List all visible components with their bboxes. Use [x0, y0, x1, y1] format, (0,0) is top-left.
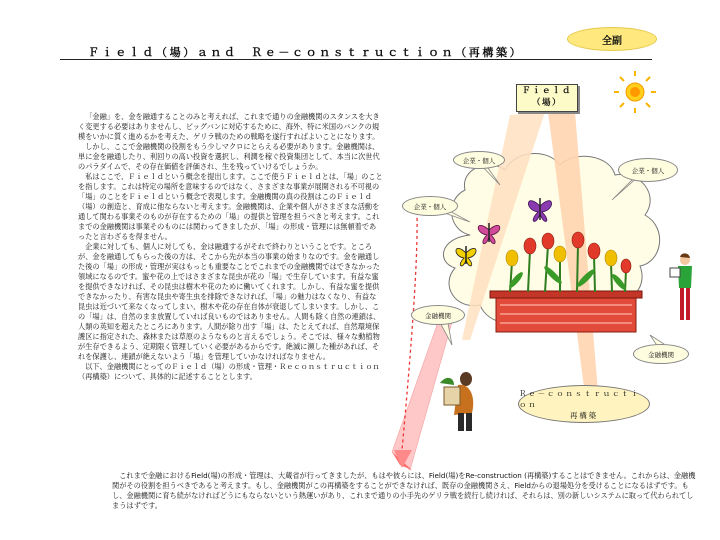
body-paragraph: 企業に対しても、個人に対しても、金は融通するがそれで終わりということです。ところが、金を融通してもらった後の方は、そこから先が本当の事業の始まりなのです。金を融通した後の「場」の形成・管理が実はもっとも重要なことでこれまでの金融機関ではできなかった領域になるのです。蜜や花の上ではさまざまな昆虫が花の「場」で生存しています。有益な蜜を提供できなければ、その昆虫は樹木や花のために働いてくれます。しかし、有益な蜜を提供できなかったり、有害な昆虫や寄生虫を排除できなければ、「場」の魅力はなくなり、有益な昆虫は近づいて来なくなってしまい、樹木や花の存在自体が衰退してしまいます。しかし、この「場」は、自然のまま放置していれば良いものではありません。人間も除く自然の連鎖は、人類の英知を超えたところにあります。人間が除り出す「場」は、たとえてれば、自然環境保護区に指定された、森林または草原のようなものと言えるでしょう。そこでは、様々な動植物が生存できるよう、定期限く管理していく必要があるからです。絶滅に瀕した種があれば、それを保護し、連鎖が絶えないよう「場」を管理していかなければなりません。 [78, 242, 381, 361]
field-label-line2: （場） [531, 98, 562, 108]
sun-icon [614, 71, 656, 113]
bubble-label: 金融機関 [648, 350, 674, 359]
footer-paragraph: これまで金融におけるField(場)の形成・管理は、大蔵省が行ってきましたが、もはや彼らには、Field(場)をRe-construction (再構築)することはできません。これからは、金融機関がその役割を担うべきであると考えます。もし、金融機関がこの再構築をすることができなければ、既存の金融機関さえ、Fieldからの退場処分を受けることになるはずです。もし、金融機関に育ち続がなければどうにもならないという熱運いがあり、これまで通りの小手先のゲリラ戦を続行し続ければ、それらは、別の新しいシステムに取って代わられてしまうはずです。 [112, 471, 696, 510]
badge-label: 全副 [602, 35, 622, 47]
bubble-label: 企業・個人 [462, 156, 496, 165]
reconstruction-label: Ｒｅ－ｃｏｎｓｔｒｕｃｔｉｏｎ [519, 388, 640, 409]
bubble-financial-institution-1 [411, 305, 465, 325]
bubble-company-individual-2 [618, 158, 678, 182]
footer-text [112, 471, 697, 511]
body-paragraph: 以下、金融機関にとってのＦｉｅｌｄ（場）の形成・管理・Ｒｅｃｏｎｓｔｒｕｃｔｉｏｎ（再構築）について、具体的に記述することとします。 [78, 362, 380, 381]
reconstruction-ellipse [518, 385, 650, 423]
body-paragraph: しかし、ここで金融機関の役割をもう少しマクロにとらえる必要があります。金融機関は、単に金を融通したり、利回りの高い投資を選択し、利潤を稼ぐ投資集団として、本当に次世代のパラダイムで、その存在価値を評価され、生を残っていけるでしょうか。 [78, 142, 380, 171]
body-text [78, 112, 383, 382]
page-title: Ｆｉｅｌｄ（場）ａｎｄ Ｒｅ－ｃｏｎｓｔｒｕｃｔｉｏｎ（再構築） [88, 46, 524, 59]
field-label-box [516, 84, 578, 112]
woman-reading-figure [670, 253, 692, 320]
bubble-label: 企業・個人 [413, 202, 447, 211]
field-label-line1: Ｆｉｅｌｄ [521, 86, 572, 96]
bubble-company-individual-3 [402, 196, 458, 216]
flower-planter [490, 291, 642, 332]
body-paragraph: 「金融」を、金を融通することのみと考えれば、これまで通りの金融機関のスタンスを大きく変更する必要はありませんし、ビッグバンに対応するために、海外、特に米国のバンクの規模をいかに質く進めるかを考えた、ゲリラ戦のための戦略を遂行すればよいことになります。 [78, 112, 380, 141]
reconstruction-sublabel: 再構築 [570, 410, 598, 420]
bubble-label: 金融機関 [425, 311, 451, 320]
bubble-company-individual-1 [453, 151, 505, 169]
gardener-figure [440, 372, 473, 431]
bubble-label: 企業・個人 [631, 166, 665, 175]
body-paragraph: 私はここで、Ｆｉｅｌｄという概念を提出します。ここで使うＦｉｅｌｄとは、「場」のことを指します。これは特定の場所を意味するのではなく、さまざまな事業が展開される不可視の「場」のことをＦｉｅｌｄという概念で表現します。金融機関の真の役割はこのＦｉｅｌｄ（場）の創造と、育成に他ならないと考えます。金融機関は、企業や個人がさまざまな活動を通して関わる事業そのものが存在するための「場」の提供と管理を担うべきと考えます。これまでの金融機関は事業そのものには関わってきましたが、「場」の形成・管理には無頓着であったと言わざるを得ません。 [78, 172, 383, 241]
arrow-down-left [392, 322, 452, 470]
bubble-financial-institution-2 [633, 344, 689, 364]
